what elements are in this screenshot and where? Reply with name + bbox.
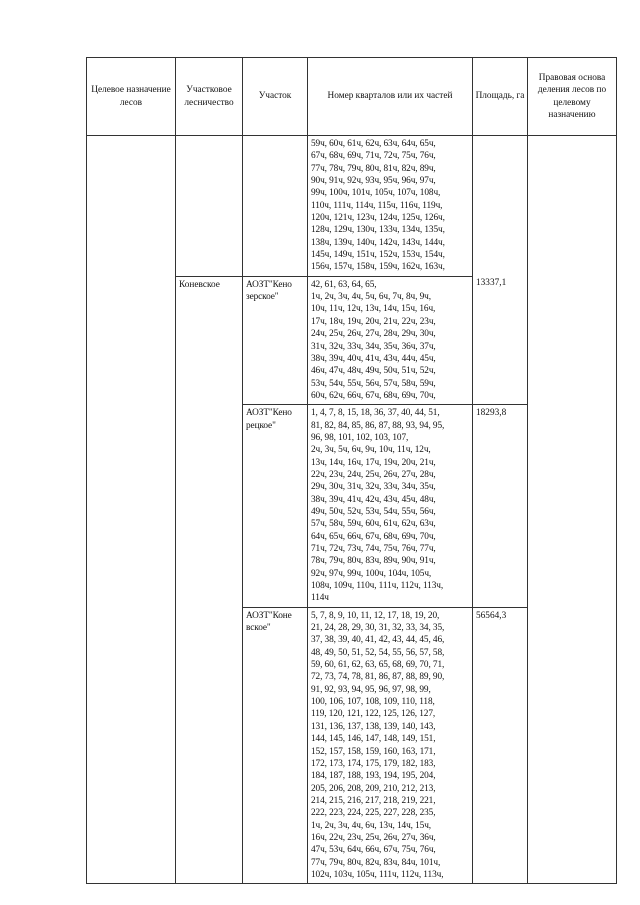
section-cell: АОЗТ"Кено рецкое" (243, 405, 308, 608)
header-area: Площадь, га (473, 58, 528, 136)
district-cell: Коневское (176, 276, 243, 884)
table-row (87, 136, 617, 277)
area-cell: 18293,8 (473, 405, 528, 608)
quarters-cell: 42, 61, 63, 64, 65, 1ч, 2ч, 3ч, 4ч, 5ч, 6ч, 7ч, 8ч, 9ч, 10ч, 11ч, 12ч, 13ч, 14ч, 15ч, 16ч, 17ч, 18ч, 19ч, 20ч, 21ч, 22ч, 23ч, 24ч, 25ч, 26ч, 27ч, 28ч, 29ч, 30ч, 31ч, 32ч, 33ч, 34ч, 35ч, 36ч, 37ч, 38ч, 39ч, 40ч, 41ч, 43ч, 44ч, 45ч, 46ч, 47ч, 48ч, 49ч, 50ч, 51ч, 52ч, 53ч, 54ч, 55ч, 56ч, 57ч, 58ч, 59ч, 60ч, 62ч, 66ч, 67ч, 68ч, 69ч, 70ч, (308, 276, 473, 404)
section-cell: АОЗТ"Коне вское" (243, 607, 308, 884)
quarters-cell: 5, 7, 8, 9, 10, 11, 12, 17, 18, 19, 20, 21, 24, 28, 29, 30, 31, 32, 33, 34, 35, 37, 38, 39, 40, 41, 42, 43, 44, 45, 46, 48, 49, 50, 51, 52, 54, 55, 56, 57, 58, 59, 60, 61, 62, 63, 65, 68, 69, 70, 71, 72, 73, 74, 78, 81, 86, 87, 88, 89, 90, 91, 92, 93, 94, 95, 96, 97, 98, 99, 100, 106, 107, 108, 109, 110, 118, 119, 120, 121, 122, 125, 126, 127, 131, 136, 137, 138, 139, 140, 143, 144, 145, 146, 147, 148, 149, 151, 152, 157, 158, 159, 160, 163, 171, 172, 173, 174, 175, 179, 182, 183, 184, 187, 188, 193, 194, 195, 204, 205, 206, 208, 209, 210, 212, 213, 214, 215, 216, 217, 218, 219, 221, 222, 223, 224, 225, 227, 228, 235, 1ч, 2ч, 3ч, 4ч, 6ч, 13ч, 14ч, 15ч, 16ч, 22ч, 23ч, 25ч, 26ч, 27ч, 36ч, 47ч, 53ч, 64ч, 66ч, 67ч, 75ч, 76ч, 77ч, 79ч, 80ч, 82ч, 83ч, 84ч, 101ч, 102ч, 103ч, 105ч, 111ч, 112ч, 113ч, (308, 607, 473, 884)
purpose-cell (87, 136, 176, 884)
area-cell: 56564,3 (473, 607, 528, 884)
area-value: 13337,1 (476, 278, 507, 288)
quarters-cell: 1, 4, 7, 8, 15, 18, 36, 37, 40, 44, 51, 81, 82, 84, 85, 86, 87, 88, 93, 94, 95, 96, 98, 101, 102, 103, 107, 2ч, 3ч, 5ч, 6ч, 9ч, 10ч, 11ч, 12ч, 13ч, 14ч, 16ч, 17ч, 19ч, 20ч, 21ч, 22ч, 23ч, 24ч, 25ч, 26ч, 27ч, 28ч, 29ч, 30ч, 31ч, 32ч, 33ч, 34ч, 35ч, 38ч, 39ч, 41ч, 42ч, 43ч, 45ч, 48ч, 49ч, 50ч, 52ч, 53ч, 54ч, 55ч, 56ч, 57ч, 58ч, 59ч, 60ч, 61ч, 62ч, 63ч, 64ч, 65ч, 66ч, 67ч, 68ч, 69ч, 70ч, 71ч, 72ч, 73ч, 74ч, 75ч, 76ч, 77ч, 78ч, 79ч, 80ч, 83ч, 89ч, 90ч, 91ч, 92ч, 97ч, 99ч, 100ч, 104ч, 105ч, 108ч, 109ч, 110ч, 111ч, 112ч, 113ч, 114ч (308, 405, 473, 608)
header-basis: Правовая основа деления лесов по целевому назначению (528, 58, 617, 136)
header-quarters: Номер кварталов или их частей (308, 58, 473, 136)
area-cell (473, 136, 528, 405)
table-header-row (87, 58, 617, 136)
section-cell: АОЗТ"Кено зерское" (243, 276, 308, 404)
header-section: Участок (243, 58, 308, 136)
basis-cell (528, 136, 617, 884)
section-cell (243, 136, 308, 277)
quarters-cell: 59ч, 60ч, 61ч, 62ч, 63ч, 64ч, 65ч, 67ч, 68ч, 69ч, 71ч, 72ч, 75ч, 76ч, 77ч, 78ч, 79ч, 80ч, 81ч, 82ч, 89ч, 90ч, 91ч, 92ч, 93ч, 95ч, 96ч, 97ч, 99ч, 100ч, 101ч, 105ч, 107ч, 108ч, 110ч, 111ч, 114ч, 115ч, 116ч, 119ч, 120ч, 121ч, 123ч, 124ч, 125ч, 126ч, 128ч, 129ч, 130ч, 133ч, 134ч, 135ч, 138ч, 139ч, 140ч, 142ч, 143ч, 144ч, 145ч, 149ч, 151ч, 152ч, 153ч, 154ч, 156ч, 157ч, 158ч, 159ч, 162ч, 163ч, (308, 136, 473, 277)
forest-purpose-table (86, 57, 617, 884)
header-purpose: Целевое назначение лесов (87, 58, 176, 136)
header-district: Участковое лесничество (176, 58, 243, 136)
district-cell (176, 136, 243, 277)
